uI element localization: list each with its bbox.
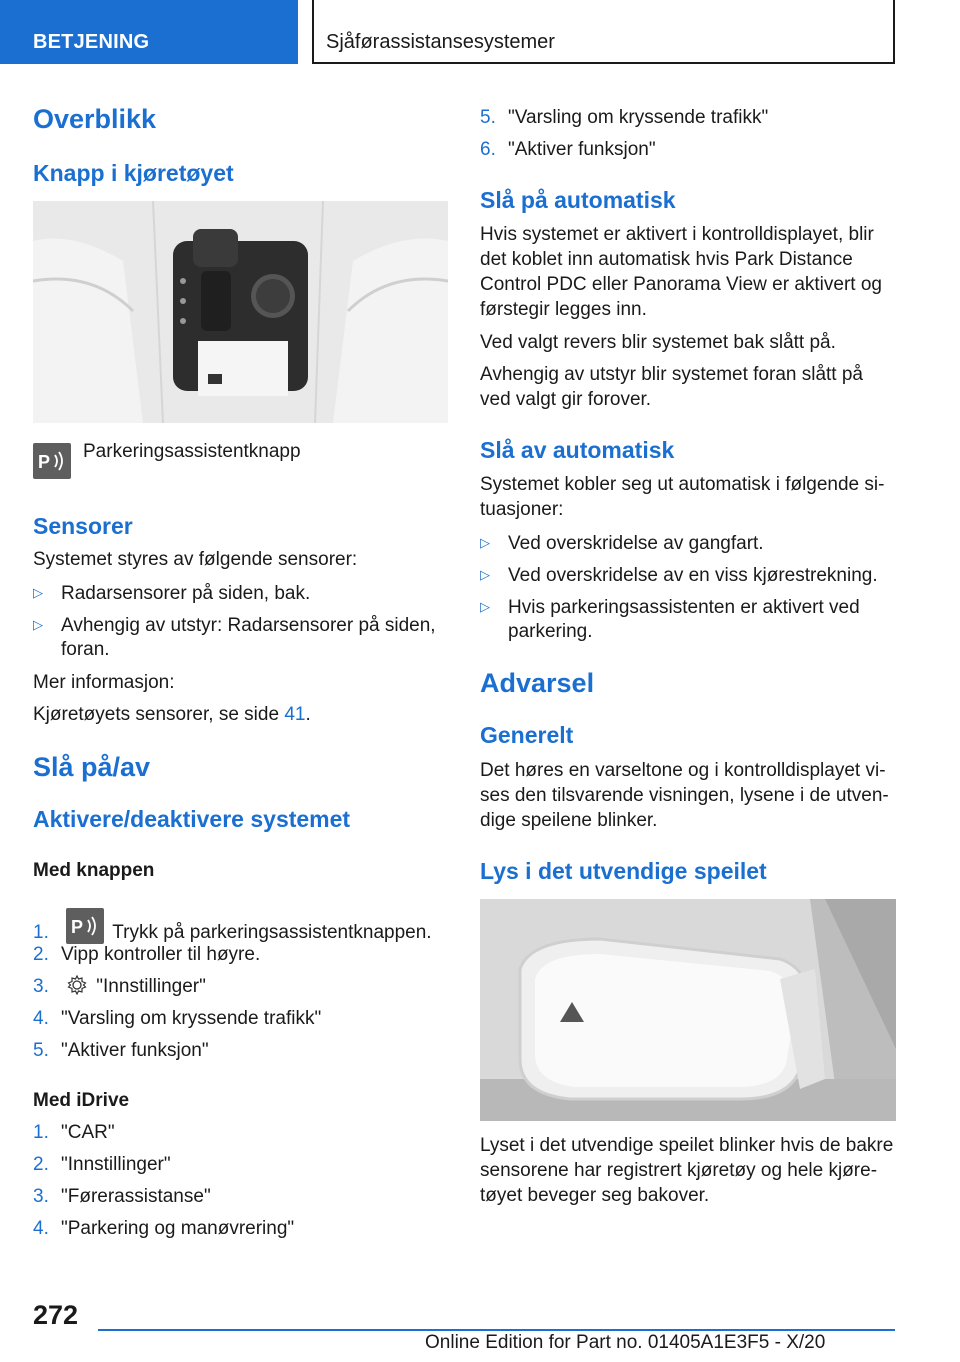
page-link[interactable]: 41 [284,704,306,725]
heading-auto-off: Slå av automatisk [480,437,675,463]
reference-line: Kjøretøyets sensorer, se side 41. [33,704,311,725]
chapter-title: Sjåførassistansesystemer [312,0,895,64]
step-item: 5. "Aktiver funksjon" [33,1040,209,1061]
edition-text: Online Edition for Part no. 01405A1E3F5 - X/20 [425,1332,826,1353]
heading-med-knappen: Med knappen [33,860,155,881]
heading-generelt: Generelt [480,722,574,748]
heading-med-idrive: Med iDrive [33,1090,130,1111]
gear-icon [66,975,88,995]
heading-knapp: Knapp i kjøretøyet [33,160,234,186]
mirror-caption: Lyset i det utvendige speilet blinker hvis de bakre sensorene har registrert kjøretøy og hele kjøre- tøyet beveger seg bakover. [480,1135,894,1206]
svg-text:P: P [38,452,51,472]
heading-lys: Lys i det utvendige speilet [480,858,767,884]
step-item: 4. "Parkering og manøvrering" [33,1218,295,1239]
heading-overblikk: Overblikk [33,104,157,134]
step-item: 4. "Varsling om kryssende trafikk" [33,1008,322,1029]
step-item: 3. "Innstillinger" [33,976,206,997]
mirror-photo [480,899,896,1121]
list-item: ▷ Radarsensorer på siden, bak. [33,580,310,606]
list-item-continued: foran. [61,639,110,660]
bullet-triangle-icon: ▷ [480,567,490,582]
step-item: 2. Vipp kontroller til høyre. [33,944,261,965]
step-item: 5. "Varsling om kryssende trafikk" [480,107,769,128]
heading-sensorer: Sensorer [33,513,133,539]
sensorer-intro: Systemet styres av følgende sensorer: [33,549,358,570]
section-tab: BETJENING [0,0,298,64]
list-item: ▷ Hvis parkeringsassistenten er aktivert ved [480,594,860,620]
bullet-triangle-icon: ▷ [33,617,43,632]
page-number: 272 [33,1300,79,1330]
parking-button-icon [66,908,104,944]
footer-divider [98,1329,895,1331]
auto-off-intro: Systemet kobler seg ut automatisk i følgende si- tuasjoner: [480,474,885,520]
bullet-triangle-icon: ▷ [33,585,43,600]
heading-auto-on: Slå på automatisk [480,187,676,213]
list-item-continued: parkering. [508,621,593,642]
console-photo [33,201,448,423]
step-item: 1. "CAR" [33,1122,115,1143]
button-label: Parkeringsassistentknapp [83,441,301,462]
step-item: 1. P Trykk på parkeringsassistentknappen. [33,908,432,945]
bullet-triangle-icon: ▷ [480,599,490,614]
step-item: 3. "Førerassistanse" [33,1186,211,1207]
heading-aktivere: Aktivere/deaktivere systemet [33,806,351,832]
list-item: ▷ Ved overskridelse av en viss kjørestrekning. [480,562,878,588]
step-item: 2. "Innstillinger" [33,1154,171,1175]
mer-info: Mer informasjon: [33,672,175,693]
auto-on-text: Hvis systemet er aktivert i kontrolldisplayet, blir det koblet inn automatisk hvis Park Distance Control PDC eller Panorama View er aktivert og førstegir legges inn. [480,224,882,320]
step-item: 6. "Aktiver funksjon" [480,139,656,160]
svg-text:P: P [71,917,84,937]
generelt-text: Det høres en varseltone og i kontrolldisplayet vi- ses den tilsvarende visningen, lysene i de utven- dige speilene blinker. [480,760,889,831]
auto-on-p3: Avhengig av utstyr blir systemet foran slått på ved valgt gir forover. [480,364,863,410]
bullet-triangle-icon: ▷ [480,535,490,550]
list-item: ▷ Avhengig av utstyr: Radarsensorer på siden, [33,612,436,638]
heading-advarsel: Advarsel [480,668,595,698]
auto-on-p2: Ved valgt revers blir systemet bak slått på. [480,332,836,353]
heading-sla: Slå på/av [33,752,151,782]
parking-button-icon [33,443,71,479]
list-item: ▷ Ved overskridelse av gangfart. [480,530,764,556]
